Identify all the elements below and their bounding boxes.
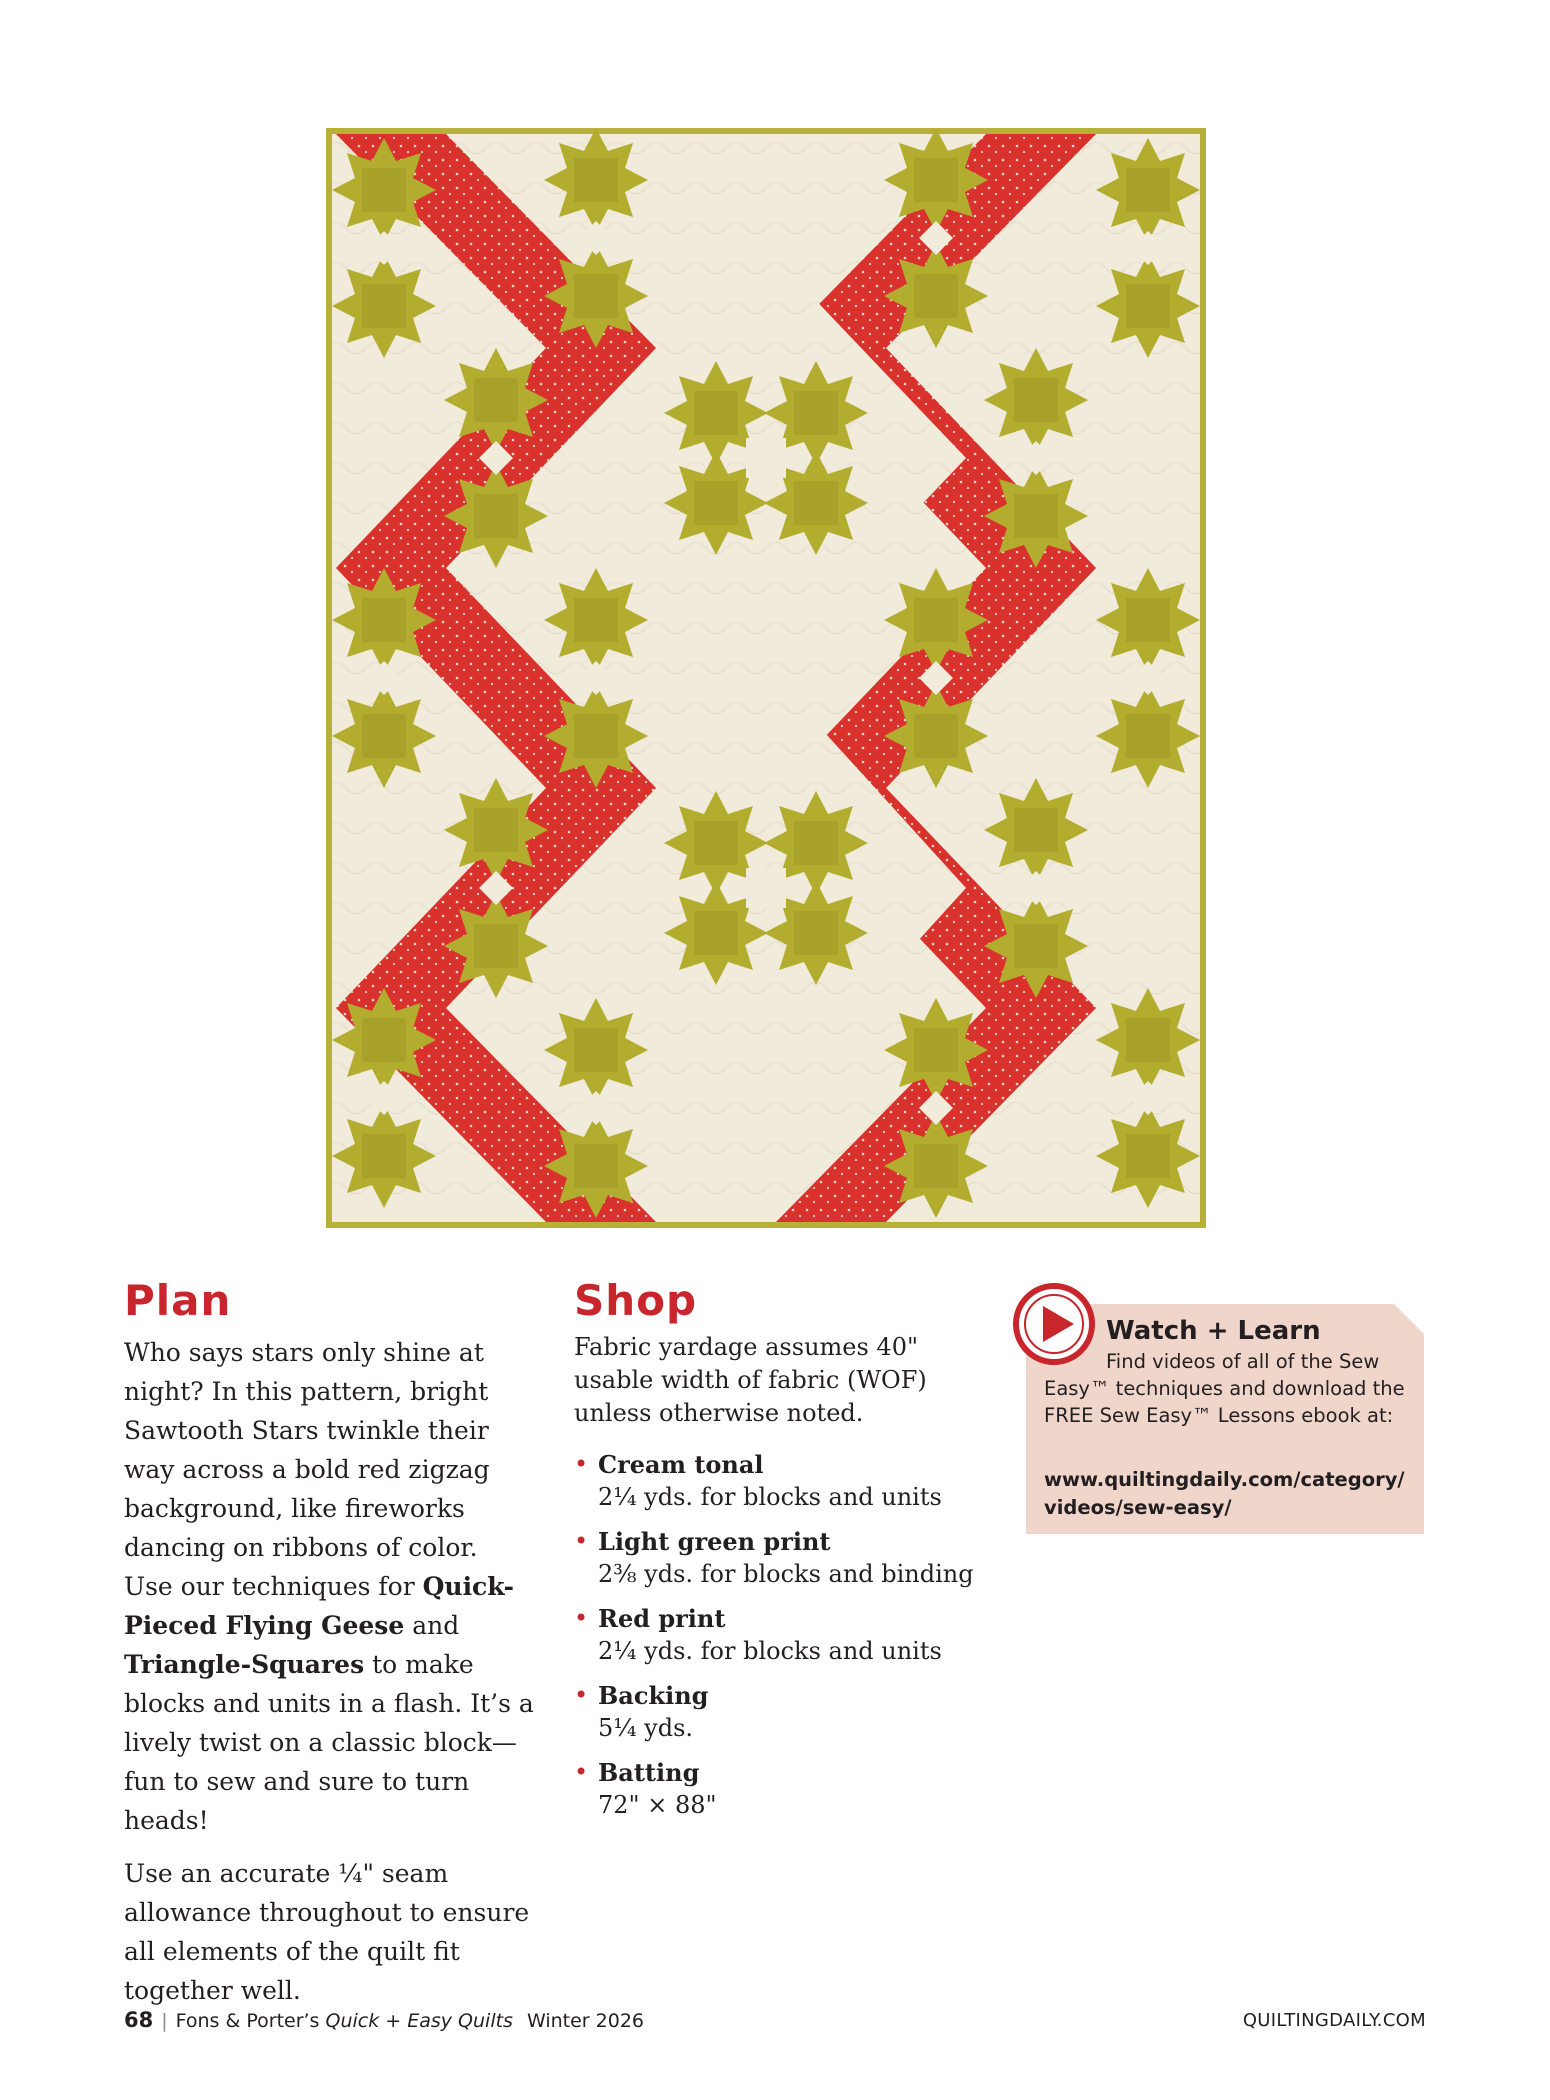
fabric-list bbox=[574, 1448, 994, 1822]
fabric-name: Batting bbox=[598, 1758, 700, 1787]
fabric-item bbox=[574, 1679, 994, 1745]
plan-link-flying-geese: Quick-Pieced Flying Geese bbox=[124, 1572, 514, 1640]
fabric-amount: 5¼ yds. bbox=[598, 1714, 694, 1742]
bullet-icon: • bbox=[574, 1681, 589, 1709]
fabric-name: Light green print bbox=[598, 1527, 831, 1556]
plan-text-1: Who says stars only shine at night? In this pattern, bright Sawtooth Stars twinkle their way across a bold red zigzag background, like fireworks dancing on ribbons of color. Use our techniques for bbox=[124, 1338, 490, 1601]
watch-learn-text: Find videos of all of the Sew Easy™ techniques and download the FREE Sew Easy™ Lessons ebook at: bbox=[1044, 1350, 1405, 1427]
issue-date: Winter 2026 bbox=[526, 2010, 645, 2032]
quilt-photo bbox=[326, 128, 1206, 1228]
watch-learn-title: Watch + Learn bbox=[1106, 1316, 1321, 1346]
plan-heading: Plan bbox=[124, 1276, 232, 1325]
page-number: 68 bbox=[124, 2008, 154, 2032]
shop-section bbox=[574, 1276, 994, 1833]
fabric-item bbox=[574, 1756, 994, 1822]
footer-separator: | bbox=[161, 2010, 168, 2032]
magazine-name: Quick + Easy Quilts bbox=[325, 2010, 513, 2032]
fabric-item bbox=[574, 1448, 994, 1514]
quilt-illustration bbox=[326, 128, 1206, 1228]
fabric-name: Backing bbox=[598, 1681, 709, 1710]
bullet-icon: • bbox=[574, 1758, 589, 1786]
fabric-amount: 2¼ yds. for blocks and units bbox=[598, 1483, 942, 1511]
shop-intro: Fabric yardage assumes 40" usable width of fabric (WOF) unless otherwise noted. bbox=[574, 1333, 927, 1427]
fabric-name: Cream tonal bbox=[598, 1450, 764, 1479]
publisher-name: Fons & Porter’s bbox=[175, 2010, 326, 2032]
shop-heading: Shop bbox=[574, 1276, 698, 1325]
plan-link-triangle-squares: Triangle-Squares bbox=[124, 1650, 365, 1679]
fabric-amount: 2¼ yds. for blocks and units bbox=[598, 1637, 942, 1665]
plan-section bbox=[124, 1276, 534, 2010]
fabric-name: Red print bbox=[598, 1604, 726, 1633]
bullet-icon: • bbox=[574, 1604, 589, 1632]
magazine-title bbox=[176, 2010, 513, 2032]
fabric-amount: 72" × 88" bbox=[598, 1791, 717, 1819]
url-line-1[interactable]: www.quiltingdaily.com/category/ bbox=[1044, 1468, 1405, 1491]
plan-text-2: to make blocks and units in a flash. It’s a lively twist on a classic block—fun to sew and sure to turn heads! bbox=[124, 1650, 534, 1835]
fabric-amount: 2⅜ yds. for blocks and binding bbox=[598, 1560, 974, 1588]
bullet-icon: • bbox=[574, 1450, 589, 1478]
plan-paragraph-2: Use an accurate ¼" seam allowance throughout to ensure all elements of the quilt fit together well. bbox=[124, 1859, 530, 2005]
url-line-2[interactable]: videos/sew-easy/ bbox=[1044, 1496, 1232, 1519]
website-url[interactable]: QUILTINGDAILY.COM bbox=[1242, 2010, 1426, 2031]
plan-paragraph-1 bbox=[124, 1333, 534, 1840]
bullet-icon: • bbox=[574, 1527, 589, 1555]
fabric-item bbox=[574, 1525, 994, 1591]
plan-text-and: and bbox=[404, 1611, 460, 1640]
page-footer bbox=[124, 2008, 1426, 2038]
sew-easy-link[interactable] bbox=[1044, 1466, 1424, 1522]
fabric-item bbox=[574, 1602, 994, 1668]
folded-corner bbox=[1394, 1304, 1424, 1334]
